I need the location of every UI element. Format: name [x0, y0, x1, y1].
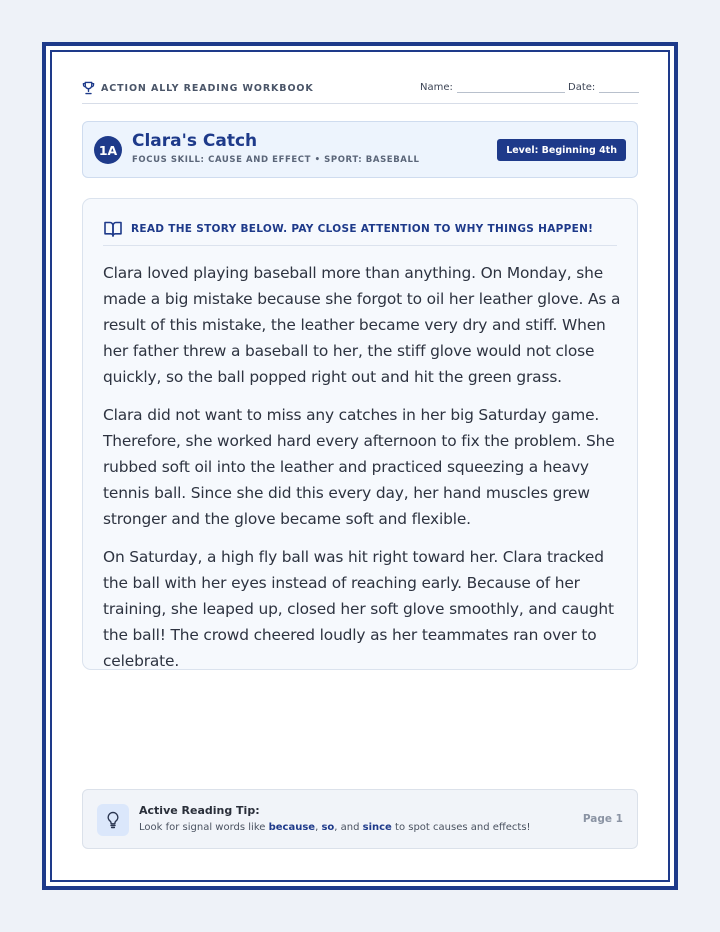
- tip-sep-1: ,: [315, 822, 322, 833]
- instruction-row: [103, 220, 617, 246]
- brand-title: ACTION ALLY READING WORKBOOK: [101, 82, 314, 94]
- signal-word-so: so: [321, 822, 335, 833]
- name-line[interactable]: [457, 83, 565, 93]
- instruction-text: READ THE STORY BELOW. PAY CLOSE ATTENTION TO WHY THINGS HAPPEN!: [131, 223, 594, 235]
- brand: [82, 81, 314, 95]
- name-field[interactable]: [420, 82, 565, 93]
- page-number: Page 1: [582, 813, 623, 825]
- signal-word-since: since: [362, 822, 392, 833]
- story-title: Clara's Catch: [132, 131, 258, 151]
- tip-text-end: to spot causes and effects!: [391, 822, 531, 833]
- reading-tip-card: [82, 789, 638, 849]
- book-open-icon: [103, 220, 123, 238]
- date-label: Date:: [568, 82, 596, 93]
- trophy-icon: [82, 81, 95, 95]
- name-label: Name:: [420, 82, 453, 93]
- tip-sep-2: , and: [334, 822, 363, 833]
- lightbulb-icon: [106, 811, 120, 829]
- title-card: [82, 121, 638, 178]
- worksheet-header: [82, 80, 638, 104]
- story-paragraph-3: On Saturday, a high fly ball was hit right toward her. Clara tracked the ball with her eyes instead of reaching early. Because of her training, she leaped up, closed her soft glove smoothly, and caught the ball! The crowd cheered loudly as her teammates ran over to celebrate.: [103, 548, 614, 670]
- date-line[interactable]: [599, 83, 639, 93]
- tip-text-start: Look for signal words like: [139, 822, 269, 833]
- level-badge: Level: Beginning 4th: [497, 139, 626, 161]
- story-card: [82, 198, 638, 670]
- story-body: [103, 260, 623, 686]
- tip-title: Active Reading Tip:: [139, 804, 260, 817]
- lesson-badge: 1A: [94, 136, 122, 164]
- tip-icon-box: [97, 804, 129, 836]
- focus-skill: FOCUS SKILL: CAUSE AND EFFECT • SPORT: BASEBALL: [132, 155, 420, 165]
- story-paragraph-2: Clara did not want to miss any catches in her big Saturday game. Therefore, she worked hard every afternoon to fix the problem. She rubbed soft oil into the leather and practiced squeezing a heavy tennis ball. Since she did this every day, her hand muscles grew stronger and the glove became soft and flexible.: [103, 406, 615, 528]
- tip-text: [139, 822, 531, 833]
- signal-word-because: because: [268, 822, 316, 833]
- date-field[interactable]: [568, 82, 639, 93]
- story-paragraph-1: Clara loved playing baseball more than anything. On Monday, she made a big mistake because she forgot to oil her leather glove. As a result of this mistake, the leather became very dry and stiff. When her father threw a baseball to her, the stiff glove would not close quickly, so the ball popped right out and hit the green grass.: [103, 264, 621, 386]
